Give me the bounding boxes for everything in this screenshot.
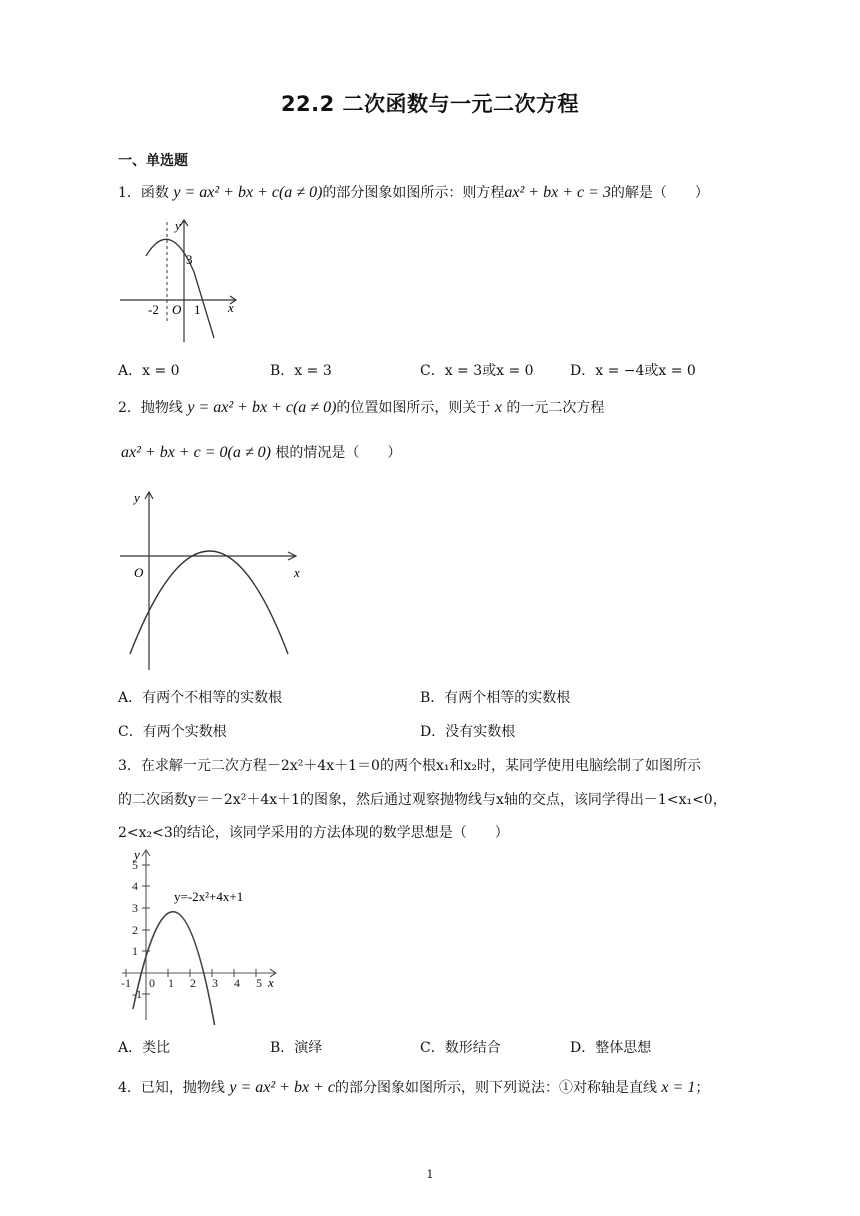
q3-option-a: A．类比 bbox=[118, 1040, 171, 1056]
q3-option-c: C．数形结合 bbox=[420, 1040, 501, 1056]
q4-equation: x = 1 bbox=[661, 1079, 696, 1096]
q3-x-tick: 5 bbox=[256, 976, 262, 990]
page-title: 22.2 二次函数与一元二次方程 bbox=[280, 92, 580, 116]
q3-y-tick: 3 bbox=[132, 901, 138, 915]
q3-option-d: D．整体思想 bbox=[570, 1040, 652, 1056]
q1-option-c: C．x = 3或x = 0 bbox=[420, 363, 534, 379]
q2-equation: ax² + bx + c = 0(a ≠ 0) bbox=[121, 444, 271, 461]
q1-text-2: 的部分图象如图所示：则方程 bbox=[322, 185, 505, 201]
q2-text-2: 的位置如图所示，则关于 bbox=[336, 400, 491, 416]
q1-option-a: A．x = 0 bbox=[118, 363, 180, 379]
q3-y-tick: 1 bbox=[132, 944, 138, 958]
q2-text-1: 抛物线 bbox=[140, 400, 183, 416]
q2-option-d: D．没有实数根 bbox=[420, 724, 516, 740]
q1-graph-tick-neg2: -2 bbox=[148, 302, 159, 317]
q3-line-3: 2<x₂<3的结论，该同学采用的方法体现的数学思想是（ ） bbox=[118, 825, 509, 841]
q3-line-2: 的二次函数y＝－2x²＋4x＋1的图象，然后通过观察抛物线与x轴的交点，该同学得出－1<x₁<0， bbox=[118, 792, 727, 808]
q3-line-1: 3．在求解一元二次方程－2x²＋4x＋1＝0的两个根x₁和x₂时，某同学使用电脑绘制了如图所示 bbox=[118, 758, 701, 774]
q1-graph-origin: O bbox=[172, 302, 182, 317]
q1-graph bbox=[118, 212, 244, 348]
q3-graph bbox=[118, 845, 288, 1025]
q2-option-a: A．有两个不相等的实数根 bbox=[118, 690, 283, 706]
q2-text-3: 的一元二次方程 bbox=[506, 400, 605, 416]
q1-function: y = ax² + bx + c(a ≠ 0) bbox=[173, 184, 323, 201]
q3-y-tick: 4 bbox=[132, 879, 138, 893]
q3-x-tick: -1 bbox=[121, 976, 131, 990]
q3-graph-curve-label: y=-2x²+4x+1 bbox=[174, 889, 244, 904]
q3-x-tick: 2 bbox=[190, 976, 196, 990]
q4-text-3: ； bbox=[695, 1080, 710, 1096]
q3-option-b: B．演绎 bbox=[270, 1040, 323, 1056]
question-2-text-line2 bbox=[121, 443, 401, 463]
q3-x-tick: 3 bbox=[212, 976, 218, 990]
q4-text-2: 的部分图象如图所示，则下列说法：①对称轴是直线 bbox=[334, 1080, 657, 1096]
q1-option-d: D．x = −4或x = 0 bbox=[570, 363, 696, 379]
q3-y-tick: -1 bbox=[132, 987, 142, 1001]
q3-x-tick: 4 bbox=[234, 976, 240, 990]
q3-x-tick: 0 bbox=[149, 976, 155, 990]
q2-option-c: C．有两个实数根 bbox=[118, 724, 227, 740]
q4-text-1: 4．已知，抛物线 bbox=[118, 1080, 225, 1096]
question-1-text bbox=[118, 183, 709, 203]
q2-number: 2． bbox=[118, 400, 141, 416]
q3-graph-x-label: x bbox=[268, 975, 274, 990]
q2-option-b: B．有两个相等的实数根 bbox=[420, 690, 571, 706]
question-2-text bbox=[118, 398, 604, 418]
q1-graph-y-label: y bbox=[175, 218, 181, 233]
q2-graph-origin: O bbox=[134, 565, 144, 580]
q3-x-tick: 1 bbox=[168, 976, 174, 990]
q1-graph-x-label: x bbox=[228, 300, 234, 315]
q3-y-tick: 5 bbox=[132, 858, 138, 872]
q4-function: y = ax² + bx + c bbox=[229, 1079, 335, 1096]
q1-option-b: B．x = 3 bbox=[270, 363, 332, 379]
page-number: 1 bbox=[426, 1168, 434, 1181]
q2-graph-y-label: y bbox=[134, 490, 140, 505]
question-4-text bbox=[118, 1078, 709, 1098]
q1-number: 1． bbox=[118, 185, 141, 201]
q1-graph-tick-1: 1 bbox=[194, 302, 201, 317]
q3-y-tick: 2 bbox=[132, 923, 138, 937]
q1-text-1: 函数 bbox=[140, 185, 169, 201]
section-heading: 一、单选题 bbox=[118, 153, 188, 169]
q2-text-4: 根的情况是（ ） bbox=[275, 445, 402, 461]
q1-graph-tick-3: 3 bbox=[186, 252, 193, 267]
q2-graph bbox=[118, 488, 318, 674]
q2-function: y = ax² + bx + c(a ≠ 0) bbox=[187, 399, 337, 416]
q1-equation: ax² + bx + c = 3 bbox=[504, 184, 611, 201]
q1-text-3: 的解是（ ） bbox=[610, 185, 709, 201]
q3-graph-y-label: y bbox=[134, 847, 140, 862]
q2-graph-x-label: x bbox=[294, 565, 300, 580]
q2-variable: x bbox=[494, 399, 502, 416]
